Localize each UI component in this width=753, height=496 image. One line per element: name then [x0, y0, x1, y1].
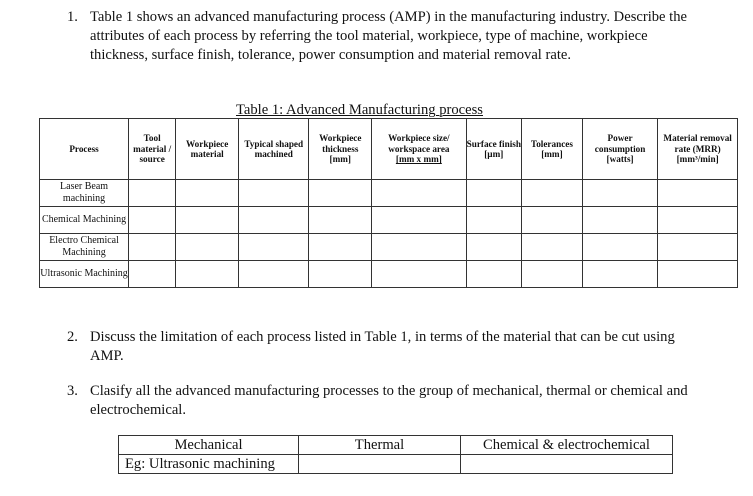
table-row	[119, 455, 673, 474]
empty-cell[interactable]	[522, 261, 583, 288]
empty-cell[interactable]	[466, 234, 522, 261]
header-mrr: Material removal rate (MRR) [mm³/min]	[658, 119, 738, 180]
header-thermal: Thermal	[299, 436, 461, 455]
process-name: Laser Beam machining	[40, 180, 129, 207]
empty-cell[interactable]	[582, 207, 657, 234]
table-row	[40, 207, 738, 234]
table-row	[40, 261, 738, 288]
question-2-text: Discuss the limitation of each process listed in Table 1, in terms of the material that can be cut using AMP.	[90, 329, 675, 364]
attributes-table	[39, 118, 738, 288]
empty-cell[interactable]	[582, 261, 657, 288]
empty-cell[interactable]	[372, 261, 466, 288]
header-tool-material: Tool material / source	[129, 119, 176, 180]
empty-cell[interactable]	[129, 180, 176, 207]
empty-cell[interactable]	[522, 234, 583, 261]
table-row	[40, 180, 738, 207]
empty-cell[interactable]	[466, 207, 522, 234]
empty-cell[interactable]	[129, 207, 176, 234]
empty-cell[interactable]	[176, 180, 239, 207]
empty-cell[interactable]	[309, 261, 372, 288]
empty-cell[interactable]	[176, 207, 239, 234]
empty-cell[interactable]	[309, 180, 372, 207]
header-workpiece-thickness: Workpiece thickness [mm]	[309, 119, 372, 180]
process-name: Ultrasonic Machining	[40, 261, 129, 288]
header-chemical-electrochemical: Chemical & electrochemical	[461, 436, 673, 455]
empty-cell[interactable]	[299, 455, 461, 474]
empty-cell[interactable]	[239, 261, 309, 288]
header-typical-shape: Typical shaped machined	[239, 119, 309, 180]
header-process: Process	[40, 119, 129, 180]
process-name: Electro Chemical Machining	[40, 234, 129, 261]
empty-cell[interactable]	[522, 207, 583, 234]
empty-cell[interactable]	[309, 207, 372, 234]
question-1-text: Table 1 shows an advanced manufacturing process (AMP) in the manufacturing industry. Describe the attributes of each process by referring the tool material, workpiece, type of machine, workpiece thickness, surface finish, tolerance, power consumption and material removal rate.	[90, 9, 688, 63]
header-workpiece-size: Workpiece size/ workspace area [mm x mm]	[372, 119, 466, 180]
empty-cell[interactable]	[372, 234, 466, 261]
empty-cell[interactable]	[522, 180, 583, 207]
question-3-text: Clasify all the advanced manufacturing processes to the group of mechanical, thermal or chemical and electrochemical.	[90, 383, 688, 418]
empty-cell[interactable]	[176, 234, 239, 261]
empty-cell[interactable]	[309, 234, 372, 261]
empty-cell[interactable]	[239, 234, 309, 261]
question-2-number: 2.	[67, 329, 78, 345]
empty-cell[interactable]	[466, 261, 522, 288]
empty-cell[interactable]	[176, 261, 239, 288]
empty-cell[interactable]	[658, 234, 738, 261]
empty-cell[interactable]	[129, 261, 176, 288]
header-tolerances: Tolerances [mm]	[522, 119, 583, 180]
classification-table	[118, 435, 673, 474]
empty-cell[interactable]	[582, 180, 657, 207]
empty-cell[interactable]	[372, 180, 466, 207]
empty-cell[interactable]	[461, 455, 673, 474]
table-1-caption: Table 1: Advanced Manufacturing process	[236, 102, 483, 118]
table-header-row	[40, 119, 738, 180]
empty-cell[interactable]	[239, 207, 309, 234]
header-power: Power consumption [watts]	[582, 119, 657, 180]
classification-header-row	[119, 436, 673, 455]
empty-cell[interactable]	[658, 180, 738, 207]
question-3-number: 3.	[67, 383, 78, 399]
example-cell[interactable]: Eg: Ultrasonic machining	[119, 455, 299, 474]
header-workpiece-material: Workpiece material	[176, 119, 239, 180]
empty-cell[interactable]	[466, 180, 522, 207]
header-surface-finish: Surface finish [µm]	[466, 119, 522, 180]
table-row	[40, 234, 738, 261]
process-name: Chemical Machining	[40, 207, 129, 234]
header-mechanical: Mechanical	[119, 436, 299, 455]
question-1-number: 1.	[67, 9, 78, 25]
empty-cell[interactable]	[372, 207, 466, 234]
empty-cell[interactable]	[658, 207, 738, 234]
empty-cell[interactable]	[658, 261, 738, 288]
empty-cell[interactable]	[582, 234, 657, 261]
empty-cell[interactable]	[239, 180, 309, 207]
empty-cell[interactable]	[129, 234, 176, 261]
